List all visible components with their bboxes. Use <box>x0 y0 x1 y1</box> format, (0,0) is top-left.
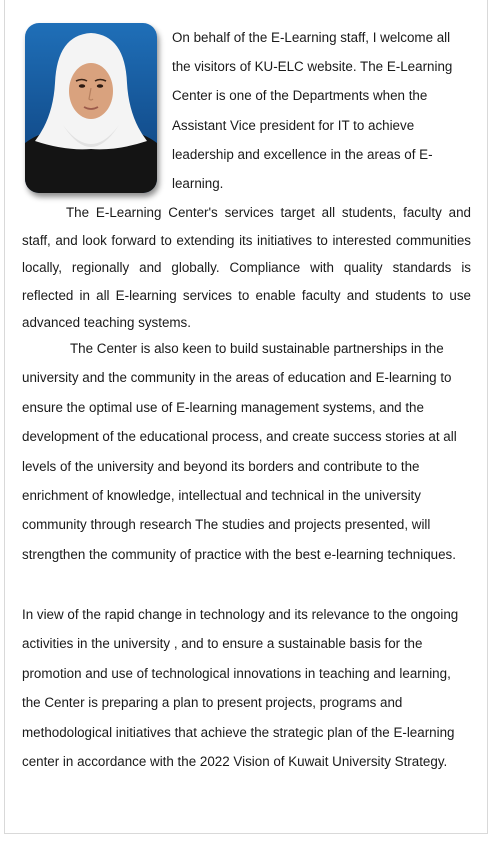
strategy-paragraph: In view of the rapid change in technology and its relevance to the ongoing activities in the university , and to ensure a sustainable basis for the promotion and use of technological innovations in teaching and learning, the Center is preparing a plan to present projects, programs and methodological initiatives that achieve the strategic plan of the E-learning center in accordance with the 2022 Vision of Kuwait University Strategy. <box>22 607 459 770</box>
partnerships-paragraph: The Center is also keen to build sustainable partnerships in the university and the community in the areas of education and E-learning to ensure the optimal use of E-learning management systems, and the development of the educational process, and create success stories at all levels of the university and beyond its borders and contribute to the enrichment of knowledge, intellectual and technical in the university community through research The studies and projects presented, will strengthen the community of practice with the best e-learning techniques. <box>22 341 457 562</box>
portrait-photo <box>25 23 157 193</box>
portrait-photo-icon <box>25 23 157 193</box>
welcome-intro-text: On behalf of the E-Learning staff, I welcome all the visitors of KU-ELC website. The E-Learning Center is one of the Departments when the Assistant Vice president for IT to achieve leadership and excellence in the areas of E-learning. <box>172 30 453 192</box>
services-paragraph: The E-Learning Center's services target all students, faculty and staff, and look forward to extending its initiatives to interested communities locally, regionally and globally. Compliance with quality standards is reflected in all E-learning services to enable faculty and students to use advanced teaching systems. <box>22 205 471 330</box>
